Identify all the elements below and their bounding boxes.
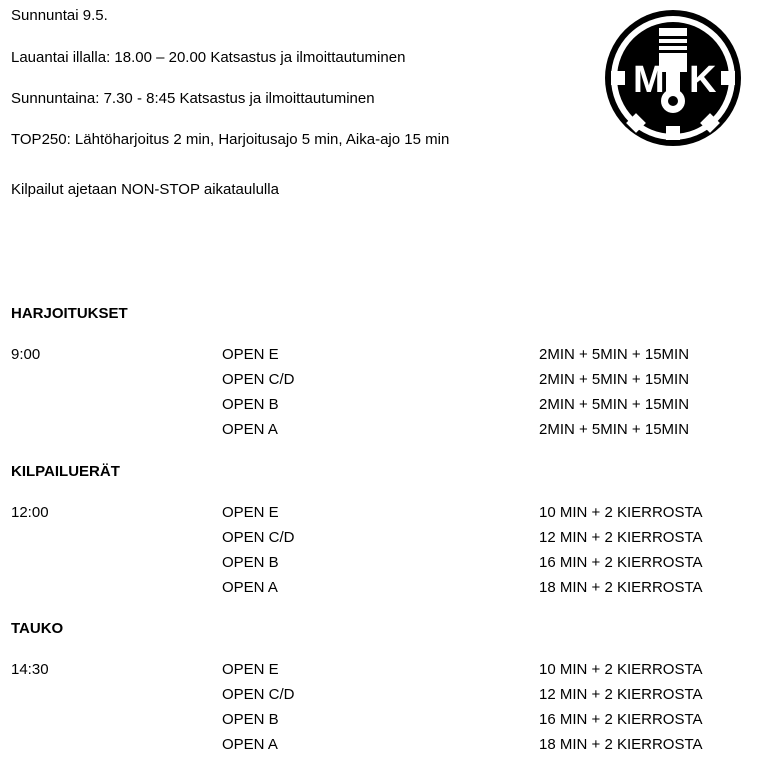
class-name: OPEN B — [222, 396, 279, 413]
schedule-row — [0, 686, 761, 704]
class-name: OPEN C/D — [222, 529, 295, 546]
top250-info: TOP250: Lähtöharjoitus 2 min, Harjoitusajo 5 min, Aika-ajo 15 min — [11, 131, 450, 148]
class-name: OPEN B — [222, 554, 279, 571]
nonstop-info: Kilpailut ajetaan NON-STOP aikataululla — [11, 181, 279, 198]
schedule-row — [0, 529, 761, 547]
duration: 18 MIN + 2 KIERROSTA — [539, 579, 703, 596]
logo-letter-k: K — [689, 59, 717, 101]
duration: 16 MIN + 2 KIERROSTA — [539, 554, 703, 571]
duration: 12 MIN + 2 KIERROSTA — [539, 529, 703, 546]
duration: 12 MIN + 2 KIERROSTA — [539, 686, 703, 703]
logo-letter-m: M — [633, 59, 665, 101]
duration: 2MIN + 5MIN + 15MIN — [539, 421, 690, 438]
duration: 10 MIN + 2 KIERROSTA — [539, 504, 703, 521]
schedule-row — [0, 371, 761, 389]
section-title-kilpailuerat: KILPAILUERÄT — [11, 463, 120, 480]
club-logo — [603, 8, 743, 148]
schedule-row — [0, 554, 761, 572]
duration: 2MIN + 5MIN + 15MIN — [539, 371, 690, 388]
schedule-row — [0, 421, 761, 439]
duration: 18 MIN + 2 KIERROSTA — [539, 736, 703, 753]
duration: 2MIN + 5MIN + 15MIN — [539, 346, 690, 363]
schedule-row — [0, 396, 761, 414]
schedule-row — [0, 504, 761, 522]
class-name: OPEN B — [222, 711, 279, 728]
schedule-row — [0, 711, 761, 729]
saturday-info: Lauantai illalla: 18.00 – 20.00 Katsastus ja ilmoittautuminen — [11, 49, 406, 66]
section-title-harjoitukset: HARJOITUKSET — [11, 305, 128, 322]
schedule-time: 14:30 — [11, 661, 49, 678]
section-title-tauko: TAUKO — [11, 620, 64, 637]
class-name: OPEN E — [222, 346, 279, 363]
class-name: OPEN C/D — [222, 371, 295, 388]
schedule-row — [0, 579, 761, 597]
date-heading: Sunnuntai 9.5. — [11, 7, 108, 24]
schedule-time: 9:00 — [11, 346, 41, 363]
class-name: OPEN E — [222, 661, 279, 678]
schedule-row — [0, 346, 761, 364]
class-name: OPEN A — [222, 579, 278, 596]
sunday-info: Sunnuntaina: 7.30 - 8:45 Katsastus ja ilmoittautuminen — [11, 90, 375, 107]
schedule-time: 12:00 — [11, 504, 49, 521]
schedule-row — [0, 736, 761, 754]
class-name: OPEN E — [222, 504, 279, 521]
gear-piston-logo-icon — [603, 8, 743, 148]
duration: 2MIN + 5MIN + 15MIN — [539, 396, 690, 413]
class-name: OPEN A — [222, 736, 278, 753]
class-name: OPEN A — [222, 421, 278, 438]
duration: 10 MIN + 2 KIERROSTA — [539, 661, 703, 678]
schedule-row — [0, 661, 761, 679]
class-name: OPEN C/D — [222, 686, 295, 703]
duration: 16 MIN + 2 KIERROSTA — [539, 711, 703, 728]
